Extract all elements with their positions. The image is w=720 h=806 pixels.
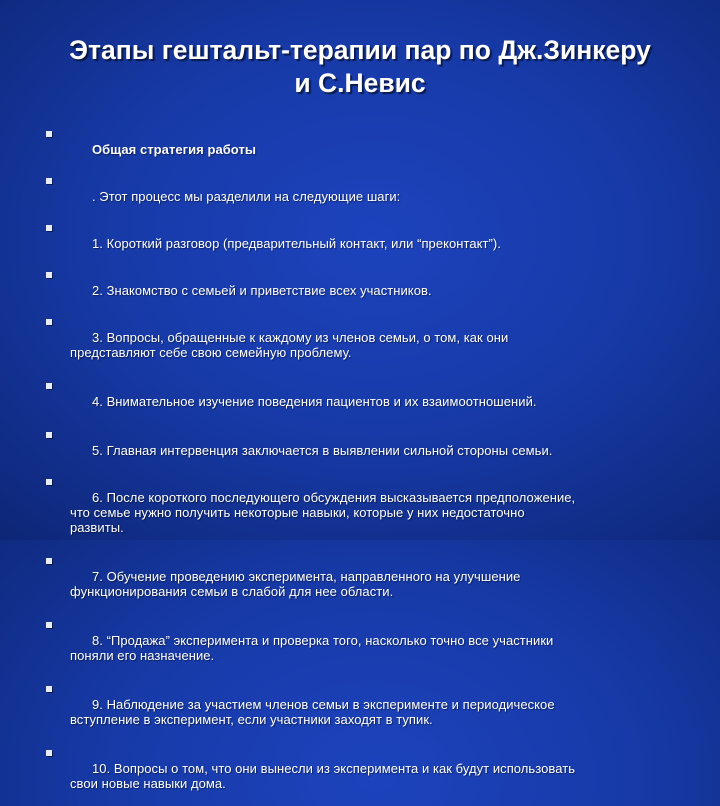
square-bullet-icon [46, 178, 52, 184]
square-bullet-icon [46, 432, 52, 438]
bullet-text: 4. Внимательное изучение поведения пациентов и их взаимоотношений. [91, 394, 537, 409]
square-bullet-icon [46, 479, 52, 485]
slide-title [30, 34, 690, 100]
bullet-text: . Этот процесс мы разделили на следующие шаги: [91, 189, 401, 204]
bullet-text: 10. Вопросы о том, что они вынесли из эксперимента и как будут использовать свои новые навыки дома. [70, 761, 576, 791]
square-bullet-icon [46, 558, 52, 564]
bullet-text: Общая стратегия работы [91, 142, 257, 157]
bullet-text: 1. Короткий разговор (предварительный контакт, или “преконтакт”). [91, 236, 501, 251]
bullet-item-step-5 [40, 428, 680, 473]
bullet-text: 6. После короткого последующего обсуждения высказывается предположение, что семье нужно получить некоторые навыки, которые у них недостаточно развиты. [70, 490, 576, 535]
bullet-item-step-8 [40, 618, 680, 678]
bullet-text: 2. Знакомство с семьей и приветствие всех участников. [91, 283, 432, 298]
bullet-item-step-1 [40, 221, 680, 266]
bullet-item-step-6 [40, 475, 680, 550]
square-bullet-icon [46, 622, 52, 628]
square-bullet-icon [46, 686, 52, 692]
bullet-item-step-7 [40, 554, 680, 614]
square-bullet-icon [46, 750, 52, 756]
bullet-item-step-4 [40, 379, 680, 424]
bullet-item-step-2 [40, 268, 680, 313]
bullet-text: 3. Вопросы, обращенные к каждому из членов семьи, о том, как они представляют себе свою семейную проблему. [70, 330, 509, 360]
bullet-list [40, 127, 680, 806]
square-bullet-icon [46, 225, 52, 231]
bullet-item-strategy [40, 127, 680, 172]
bullet-item-step-9 [40, 682, 680, 742]
bullet-text: 7. Обучение проведению эксперимента, направленного на улучшение функционирования семьи в слабой для нее области. [70, 569, 521, 599]
bullet-text: 5. Главная интервенция заключается в выявлении сильной стороны семьи. [91, 443, 553, 458]
square-bullet-icon [46, 131, 52, 137]
bullet-text: 8. “Продажа” эксперимента и проверка того, насколько точно все участники поняли его назначение. [70, 633, 554, 663]
square-bullet-icon [46, 319, 52, 325]
bullet-text: 9. Наблюдение за участием членов семьи в эксперименте и периодическое вступление в эксперимент, если участники заходят в тупик. [70, 697, 555, 727]
bullet-item-step-3 [40, 315, 680, 375]
square-bullet-icon [46, 272, 52, 278]
square-bullet-icon [46, 383, 52, 389]
slide-title-line-2: и С.Невис [294, 68, 426, 98]
slide-title-line-1: Этапы гештальт-терапии пар по Дж.Зинкеру [69, 35, 651, 65]
bullet-item-intro [40, 174, 680, 219]
bullet-item-step-10 [40, 746, 680, 806]
